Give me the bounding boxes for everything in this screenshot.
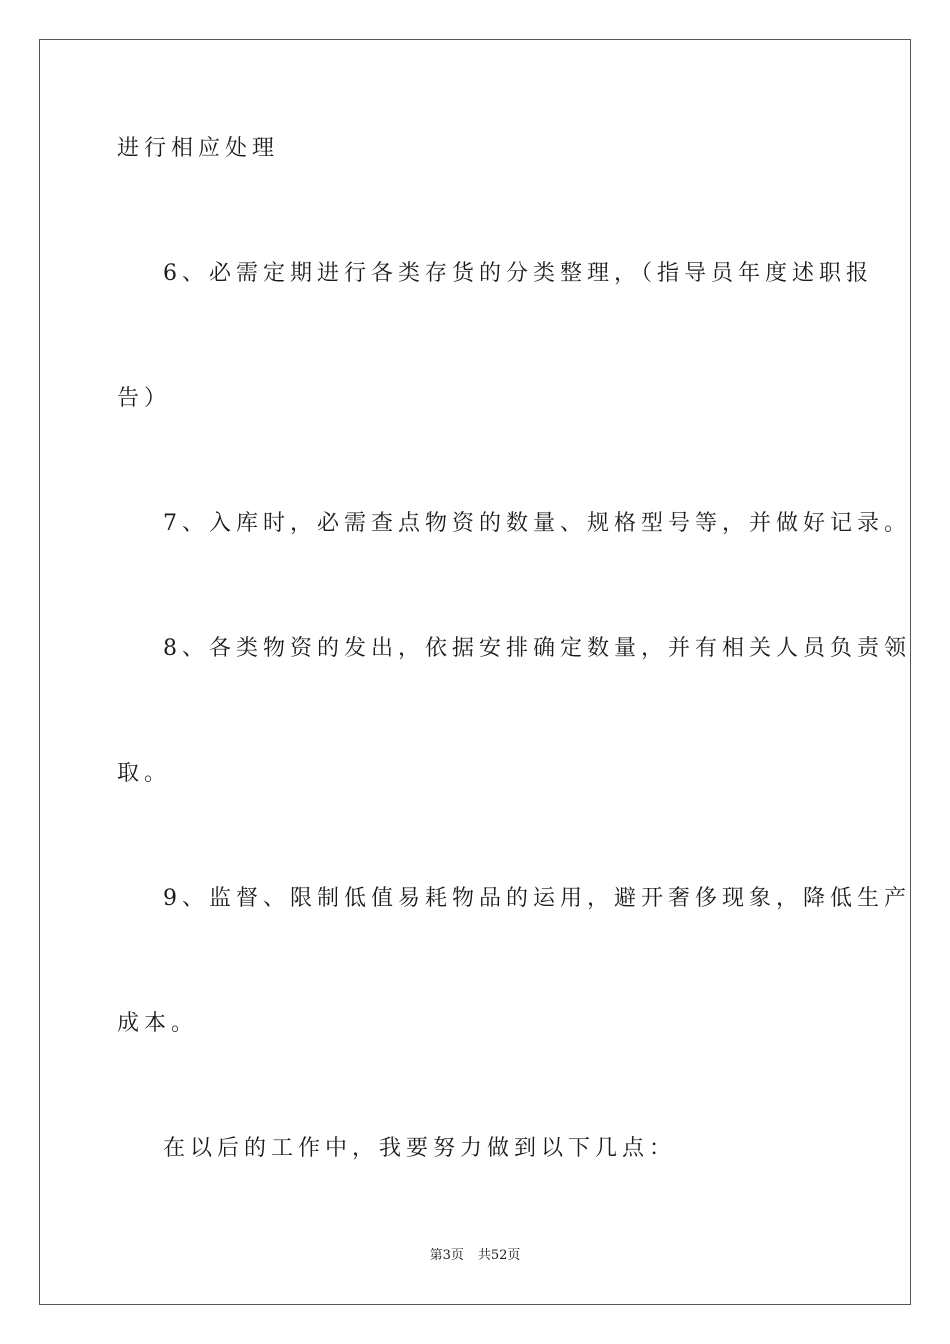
page-total: 共52页 [477, 1248, 521, 1263]
page-border [39, 39, 911, 1305]
closing-paragraph-line: 在以后的工作中，我要努力做到以下几点： [163, 1136, 677, 1161]
item-8-line-1: 8、各类物资的发出，依据安排确定数量，并有相关人员负责领 [163, 636, 911, 661]
item-9-line-2: 成本。 [117, 1011, 199, 1036]
item-6-line-1: 6、必需定期进行各类存货的分类整理，（指导员年度述职报 [163, 261, 873, 286]
item-8-line-2: 取。 [117, 761, 172, 786]
page-number: 第3页 [429, 1248, 464, 1263]
item-7-line: 7、入库时，必需查点物资的数量、规格型号等，并做好记录。 [163, 511, 911, 536]
item-6-line-2: 告） [117, 386, 172, 411]
page-footer [0, 1247, 950, 1265]
item-9-line-1: 9、监督、限制低值易耗物品的运用，避开奢侈现象，降低生产 [163, 886, 911, 911]
paragraph-continuation-line: 进行相应处理 [117, 136, 280, 161]
